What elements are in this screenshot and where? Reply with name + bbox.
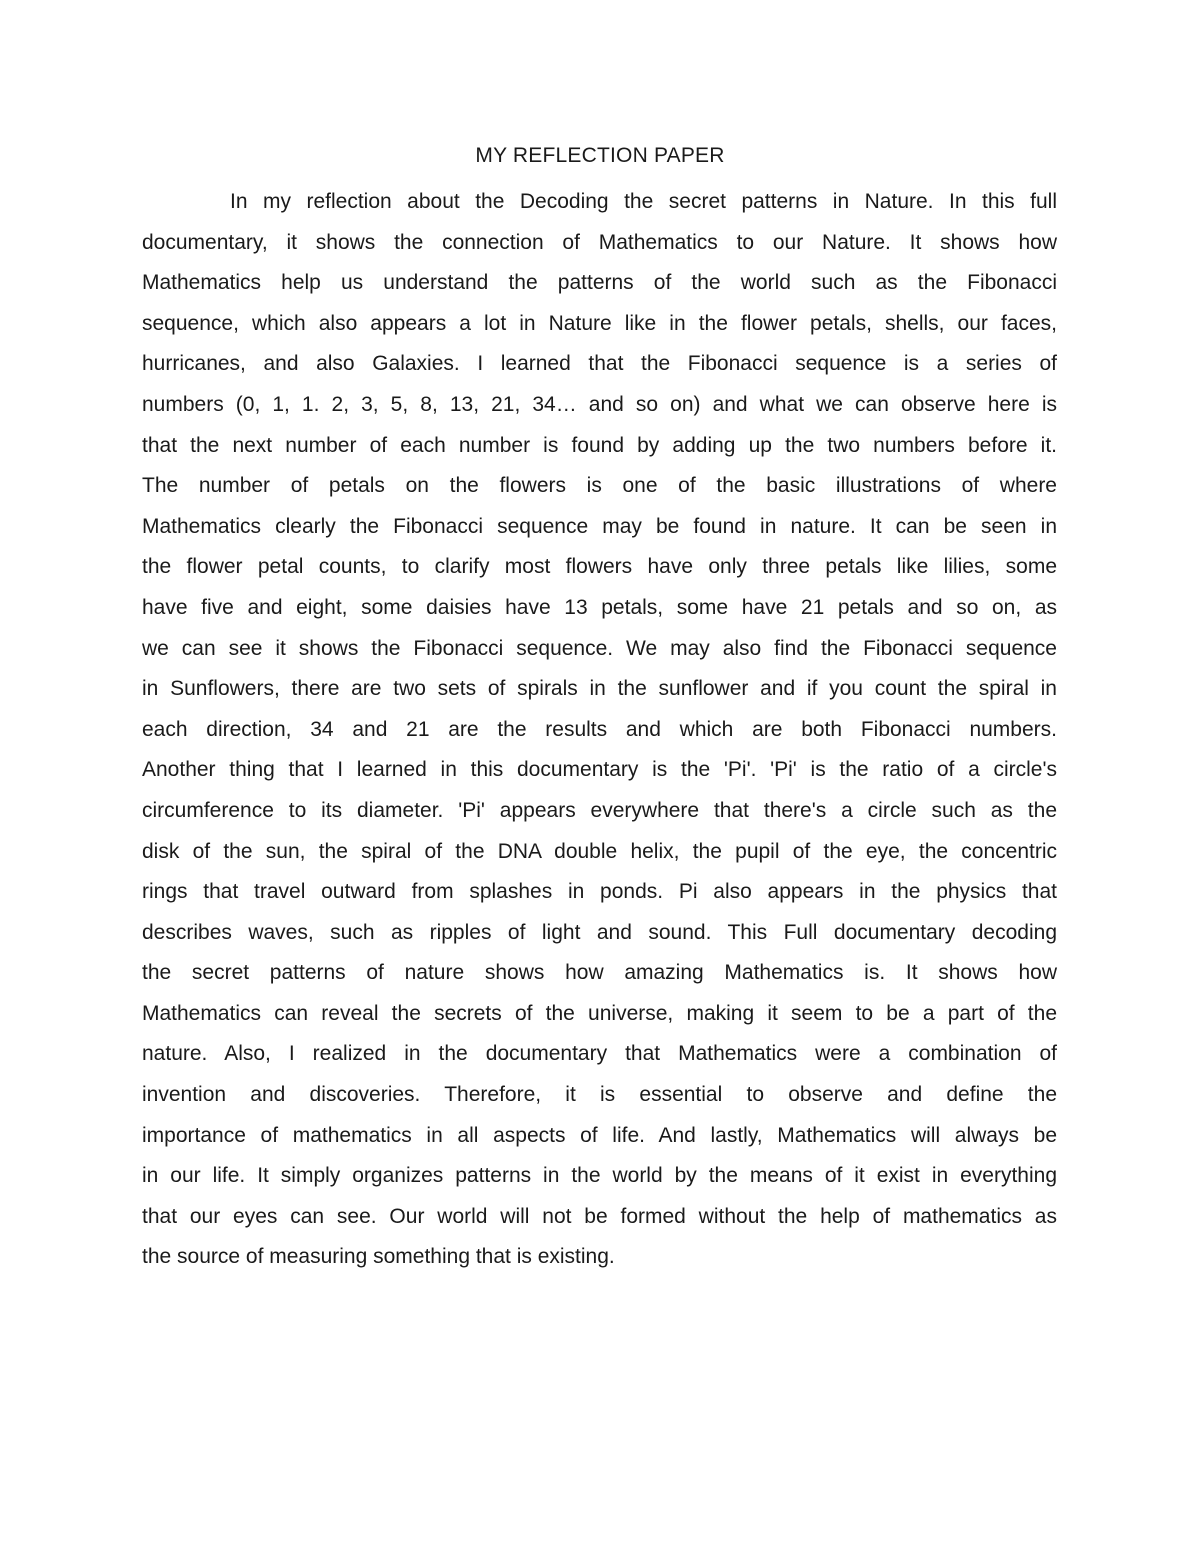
paragraph-line: in Sunflowers, there are two sets of spirals in the sunflower and if you count the spiral in <box>142 677 1057 701</box>
paragraph-line: that our eyes can see. Our world will not be formed without the help of mathematics as <box>142 1204 1057 1228</box>
paragraph-line: the source of measuring something that is existing. <box>142 1245 615 1269</box>
paragraph-line: the flower petal counts, to clarify most flowers have only three petals like lilies, some <box>142 555 1057 579</box>
paragraph-line: each direction, 34 and 21 are the results and which are both Fibonacci numbers. <box>142 717 1057 741</box>
paragraph-line: hurricanes, and also Galaxies. I learned that the Fibonacci sequence is a series of <box>142 352 1057 376</box>
paragraph-line: Mathematics clearly the Fibonacci sequence may be found in nature. It can be seen in <box>142 514 1057 538</box>
paragraph-line: the secret patterns of nature shows how amazing Mathematics is. It shows how <box>142 961 1057 985</box>
paragraph-line: rings that travel outward from splashes in ponds. Pi also appears in the physics that <box>142 880 1057 904</box>
paragraph-line: importance of mathematics in all aspects of life. And lastly, Mathematics will always be <box>142 1123 1057 1147</box>
paragraph-line: that the next number of each number is found by adding up the two numbers before it. <box>142 433 1057 457</box>
page-title: MY REFLECTION PAPER <box>475 144 725 167</box>
paragraph-line: describes waves, such as ripples of light and sound. This Full documentary decoding <box>142 920 1057 944</box>
paragraph-line: documentary, it shows the connection of Mathematics to our Nature. It shows how <box>142 230 1057 254</box>
paragraph-line: The number of petals on the flowers is one of the basic illustrations of where <box>142 474 1057 498</box>
paragraph-line: numbers (0, 1, 1. 2, 3, 5, 8, 13, 21, 34… and so on) and what we can observe here is <box>142 392 1057 416</box>
paragraph-line: disk of the sun, the spiral of the DNA double helix, the pupil of the eye, the concentric <box>142 839 1057 863</box>
paragraph-line: Mathematics help us understand the patterns of the world such as the Fibonacci <box>142 271 1057 295</box>
paragraph-line: Another thing that I learned in this documentary is the 'Pi'. 'Pi' is the ratio of a circle's <box>142 758 1057 782</box>
paragraph-line: in our life. It simply organizes patterns in the world by the means of it exist in everything <box>142 1164 1057 1188</box>
paragraph-line: Mathematics can reveal the secrets of the universe, making it seem to be a part of the <box>142 1001 1057 1025</box>
paragraph-line: nature. Also, I realized in the documentary that Mathematics were a combination of <box>142 1042 1057 1066</box>
paragraph-line: circumference to its diameter. 'Pi' appears everywhere that there's a circle such as the <box>142 798 1057 822</box>
body-paragraph <box>142 182 1057 1278</box>
paragraph-line: we can see it shows the Fibonacci sequence. We may also find the Fibonacci sequence <box>142 636 1057 660</box>
paragraph-line: invention and discoveries. Therefore, it is essential to observe and define the <box>142 1083 1057 1107</box>
paragraph-line: sequence, which also appears a lot in Nature like in the flower petals, shells, our faces, <box>142 311 1057 335</box>
paragraph-line: In my reflection about the Decoding the secret patterns in Nature. In this full <box>230 190 1057 213</box>
paragraph-line: have five and eight, some daisies have 13 petals, some have 21 petals and so on, as <box>142 595 1057 619</box>
